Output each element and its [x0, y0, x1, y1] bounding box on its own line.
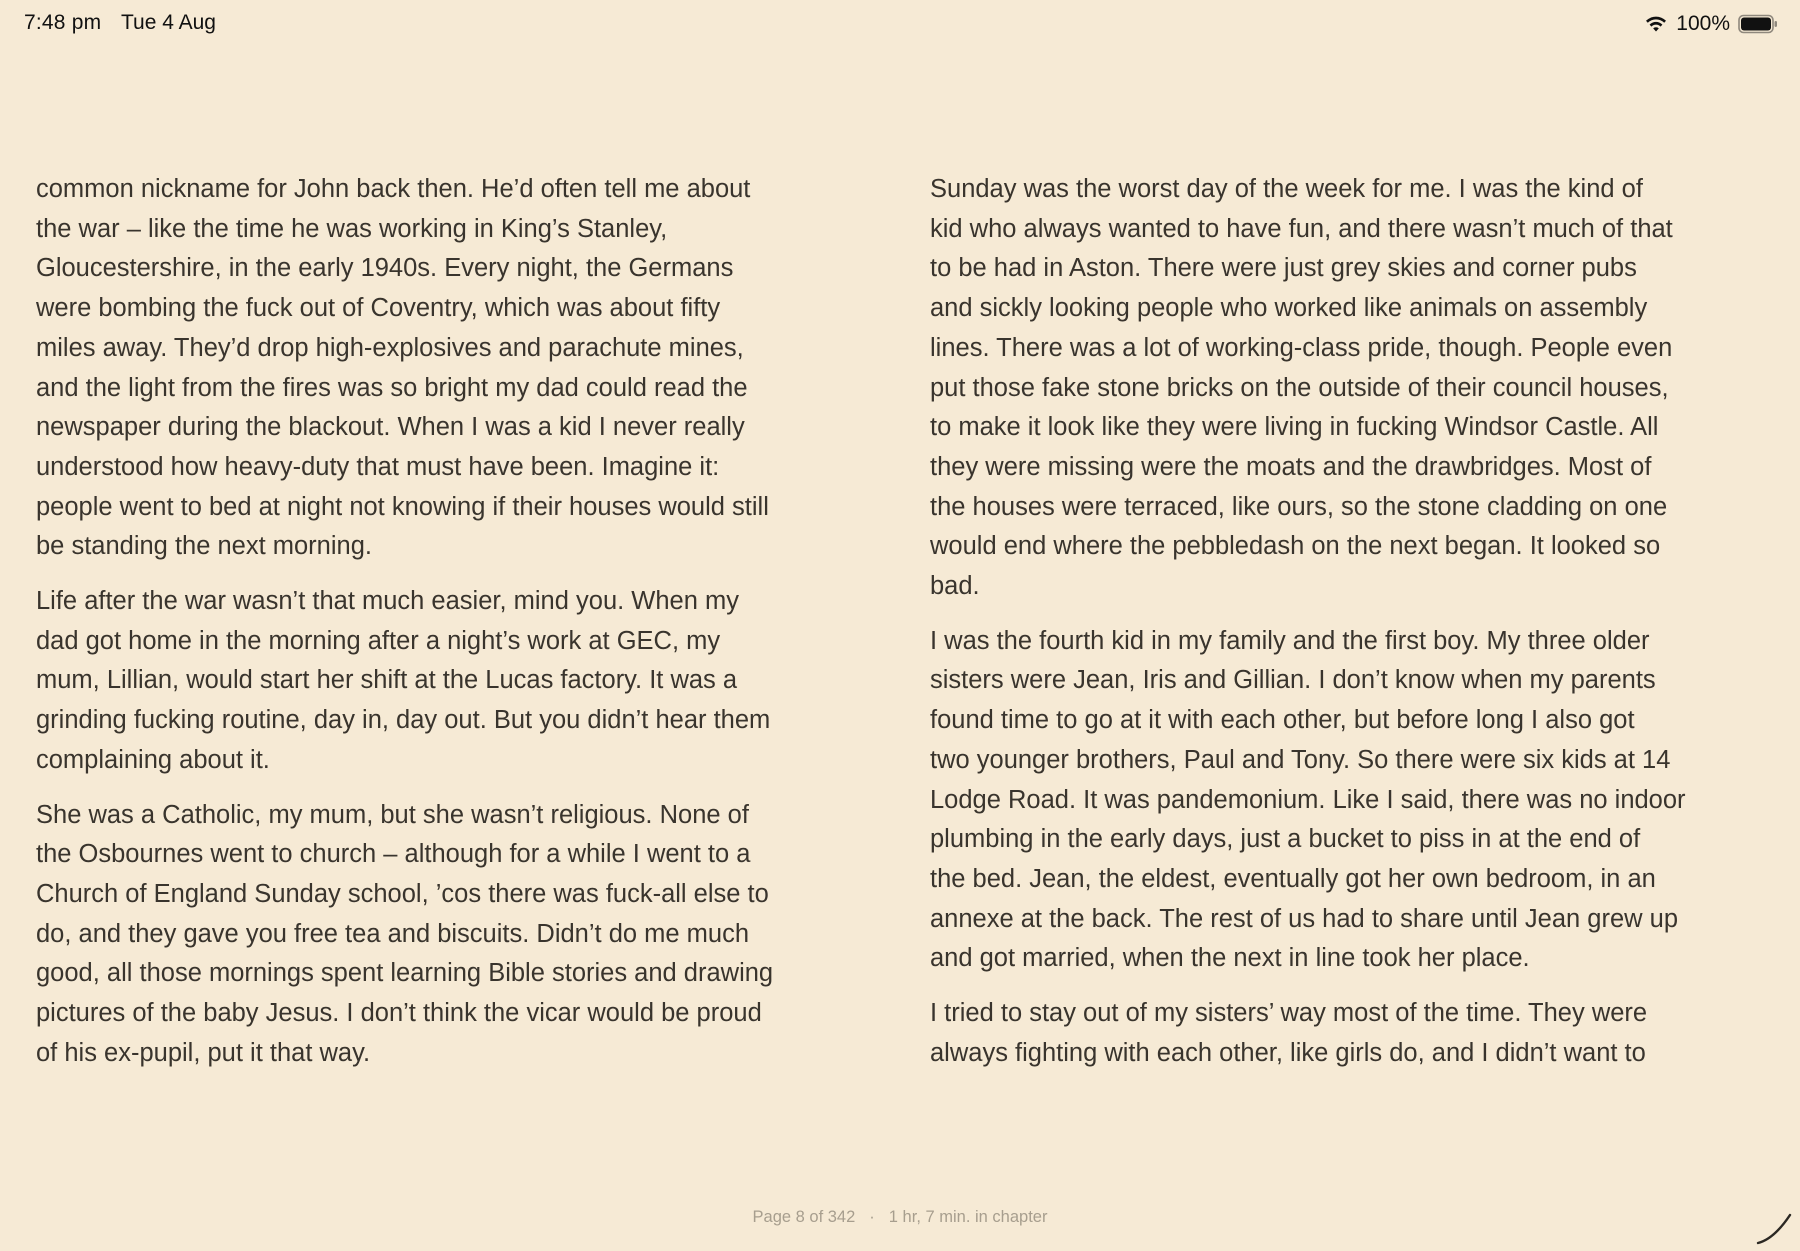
chapter-time-remaining: 1 hr, 7 min. in chapter [888, 1208, 1048, 1226]
book-page[interactable] [36, 170, 1696, 1070]
status-time: 7:48 pm [24, 11, 102, 34]
reading-progress-footer [0, 1208, 1800, 1227]
paragraph: Life after the war wasn’t that much easier, mind you. When my dad got home in the morning after a night’s work at GEC, my mum, Lillian, would start her shift at the Lucas factory. It was a grinding fucking routine, day in, day out. But you didn’t hear them complaining about it. [36, 587, 771, 774]
battery-icon [1738, 14, 1778, 34]
paragraph: I was the fourth kid in my family and the first boy. My three older sisters were Jean, Iris and Gillian. I don’t know when my parents found time to go at it with each other, but before long I also got two younger brothers, Paul and Tony. So there were six kids at 14 Lodge Road. It was pandemonium. Like I said, there was no indoor plumbing in the early days, just a bucket to piss in at the end of the bed. Jean, the eldest, eventually got her own bedroom, in an annexe at the back. The rest of us had to share until Jean grew up and got married, when the next in line took her place. [930, 626, 1686, 973]
status-date: Tue 4 Aug [121, 11, 216, 34]
status-bar [0, 0, 1800, 50]
paragraph: common nickname for John back then. He’d often tell me about the war – like the time he was working in King’s Stanley, Gloucestershire, in the early 1940s. Every night, the Germans were bombing the fuck out of Coventry, which was about fifty miles away. They’d drop high-explosives and parachute mines, and the light from the fires was so bright my dad could read the newspaper during the blackout. When I was a kid I never really understood how heavy-duty that must have been. Imagine it: people went to bed at night not knowing if their houses would still be standing the next morning. [36, 175, 769, 561]
right-page-column [930, 170, 1730, 1088]
battery-percentage: 100% [1676, 12, 1730, 35]
page-curl-icon[interactable] [1752, 1203, 1796, 1247]
status-indicators [1644, 10, 1778, 38]
footer-separator: · [869, 1208, 875, 1226]
paragraph: She was a Catholic, my mum, but she wasn’t religious. None of the Osbournes went to church – although for a while I went to a Church of England Sunday school, ’cos there was fuck-all else to do, and they gave you free tea and biscuits. Didn’t do me much good, all those mornings spent learning Bible stories and drawing pictures of the baby Jesus. I don’t think the vicar would be proud of his ex-pupil, put it that way. [36, 800, 774, 1067]
wifi-icon [1644, 15, 1668, 33]
page-number: Page 8 of 342 [752, 1208, 856, 1226]
paragraph: Sunday was the worst day of the week for me. I was the kind of kid who always wanted to have fun, and there wasn’t much of that to be had in Aston. There were just grey skies and corner pubs and sickly looking people who worked like animals on assembly lines. There was a lot of working-class pride, though. People even put those fake stone bricks on the outside of their council houses, to make it look like they were living in fucking Windsor Castle. All they were missing were the moats and the drawbridges. Most of the houses were terraced, like ours, so the stone cladding on one would end where the pebbledash on the next began. It looked so bad. [930, 175, 1673, 601]
left-page-column [36, 170, 796, 1088]
paragraph: I tried to stay out of my sisters’ way most of the time. They were always fighting with each other, like girls do, and I didn’t want to [930, 999, 1648, 1067]
